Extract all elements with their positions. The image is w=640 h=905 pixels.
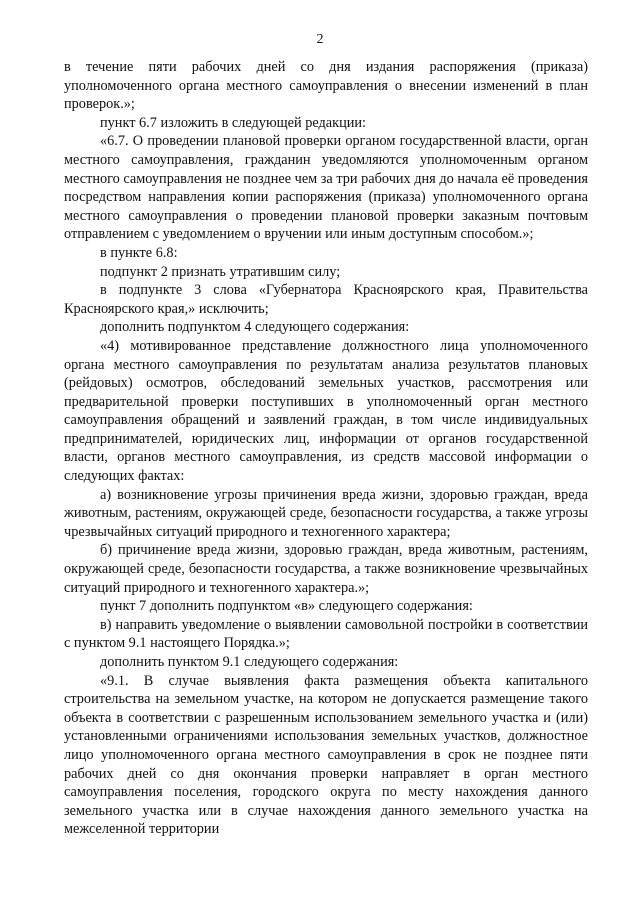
paragraph: дополнить пунктом 9.1 следующего содержания: bbox=[100, 654, 399, 670]
paragraph: пункт 7 дополнить подпунктом «в» следующего содержания: bbox=[100, 598, 473, 615]
paragraph: подпункт 2 признать утратившим силу; bbox=[100, 263, 341, 280]
paragraph: пункт 6.7 изложить в следующей редакции: bbox=[100, 114, 367, 131]
paragraph: в течение пяти рабочих дней со дня издания распоряжения (приказа) уполномоченного органа местного самоуправления о внесении изменений в план проверок.»; bbox=[64, 59, 588, 113]
paragraph: в пункте 6.8: bbox=[100, 244, 178, 261]
paragraph: в подпункте 3 слова «Губернатора Красноярского края, Правительства Красноярского края,» исключить; bbox=[64, 282, 588, 317]
paragraph: дополнить подпунктом 4 следующего содержания: bbox=[100, 319, 410, 336]
paragraph: «9.1. В случае выявления факта размещения объекта капитального строительства на земельном участке, на котором не допускается размещение такого объекта в соответствии с разрешенным использованием земельного участка и (или) установленными ограничениями использования земельных участков, должностное лицо уполномоченного органа местного самоуправления в срок не позднее пяти рабочих дней со дня окончания проверки направляет в орган местного самоуправления поселения, городского округа по месту нахождения данного земельного участка или в случае нахождения данного земельного участка на межселенной территории bbox=[64, 672, 588, 838]
paragraph: в) направить уведомление о выявлении самовольной постройки в соответствии с пунктом 9.1 настоящего Порядка.»; bbox=[64, 616, 588, 652]
page-number: 2 bbox=[316, 32, 324, 47]
paragraph: а) возникновение угрозы причинения вреда жизни, здоровью граждан, вреда животным, растениям, окружающей среде, безопасности государства, а также угрозы чрезвычайных ситуаций природного и техногенного характера; bbox=[64, 486, 588, 540]
paragraph: «4) мотивированное представление должностного лица уполномоченного органа местного самоуправления по результатам анализа результатов плановых (рейдовых) осмотров, обследований земельных участков, рассмотрения или предварительной проверки поступивших в уполномоченный орган местного самоуправления обращений и заявлений граждан, в том числе индивидуальных предпринимателей, юридических лиц, информации от органов государственной власти, органов местного самоуправления, из средств массовой информации о следующих фактах: bbox=[64, 337, 588, 485]
paragraph: б) причинение вреда жизни, здоровью граждан, вреда животным, растениям, окружающей среде, безопасности государства, а также возникновение чрезвычайных ситуаций природного и техногенного характера.»; bbox=[64, 542, 588, 596]
paragraph: «6.7. О проведении плановой проверки органом государственной власти, орган местного самоуправления, гражданин уведомляются уполномоченным органом местного самоуправления не позднее чем за три рабочих дня до начала её проведения посредством направления копии распоряжения (приказа) уполномоченного органа местного самоуправления о проведении плановой проверки заказным почтовым отправлением с уведомлением о вручении или иным доступным способом.»; bbox=[64, 133, 589, 243]
document-body bbox=[64, 58, 588, 839]
